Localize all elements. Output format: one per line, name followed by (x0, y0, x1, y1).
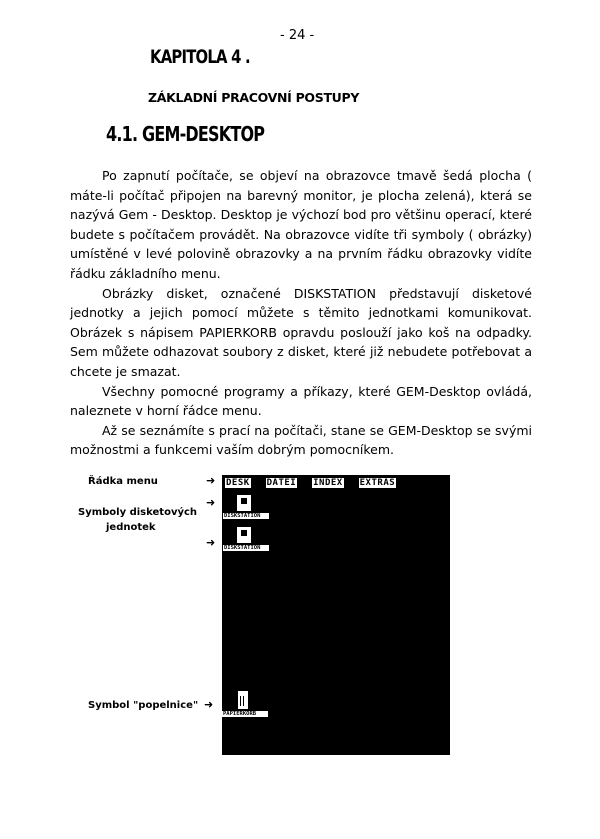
arrow-icon: ➜ (206, 496, 216, 509)
menu-item-datei[interactable]: DATEI (266, 478, 297, 488)
diskstation-b[interactable] (223, 527, 269, 551)
menu-bar (225, 478, 405, 488)
paragraph-2-text: Obrázky disket, označené DISKSTATION představují disketové jednotky a jejich pomocí můžete s těmito jednotkami komunikovat. Obrázek s nápisem PAPIERKORB opravdu poslouží jako koš na odpadky. Sem můžete odhazovat soubory z disket, které již nebudete potřebovat a chcete je smazat. (70, 285, 532, 379)
paragraph-4 (70, 421, 532, 460)
menu-item-index[interactable]: INDEX (313, 478, 343, 488)
menu-item-extras[interactable]: EXTRAS (359, 478, 396, 488)
paragraph-3-text: Všechny pomocné programy a příkazy, které GEM-Desktop ovládá, naleznete v horní řádce menu. (70, 383, 532, 419)
chapter-subtitle: ZÁKLADNÍ PRACOVNÍ POSTUPY (148, 90, 360, 105)
diskstation-a-label: DISKSTATION (223, 513, 269, 519)
paragraph-2 (70, 284, 532, 382)
diskstation-a[interactable] (223, 495, 269, 519)
chapter-heading: KAPITOLA 4 . (150, 46, 250, 68)
label-trash-symbol: Symbol "popelnice" (88, 700, 199, 711)
menu-item-desk[interactable]: DESK (226, 478, 250, 488)
floppy-disk-icon (237, 495, 251, 511)
paragraph-1 (70, 166, 532, 284)
arrow-icon: ➜ (206, 474, 216, 487)
trash-can-label: PAPIERKORB (222, 711, 268, 717)
arrow-icon: ➜ (204, 698, 214, 711)
page-number: - 24 - (280, 28, 315, 43)
paragraph-3 (70, 382, 532, 421)
floppy-disk-icon (237, 527, 251, 543)
paragraph-4-text: Až se seznámíte s prací na počítači, stane se GEM-Desktop se svými možnostmi a funkcemi vaším dobrým pomocníkem. (70, 422, 532, 458)
trash-can[interactable] (222, 691, 268, 717)
paragraph-1-text: Po zapnutí počítače, se objeví na obrazovce tmavě šedá plocha ( máte-li počítač připojen na barevný monitor, je plocha zelená), která se nazývá Gem - Desktop. Desktop je výchozí bod pro většinu operací, které budete s počítačem provádět. Na obrazovce vidíte tři symboly ( obrázky) umístěné v levé polovině obrazovky a na prvním řádku obrazovky vidíte řádku základního menu. (70, 168, 532, 281)
body-text (70, 166, 532, 460)
trash-can-icon (238, 691, 248, 709)
label-menu-row: Řádka menu (88, 476, 158, 487)
label-disk-symbols-line2: jednotek (106, 522, 156, 533)
section-heading: 4.1. GEM-DESKTOP (106, 122, 265, 146)
arrow-icon: ➜ (206, 536, 216, 549)
label-disk-symbols-line1: Symboly disketových (78, 507, 198, 518)
gem-desktop-screen (222, 475, 450, 755)
diskstation-b-label: DISKSTATION (223, 545, 269, 551)
